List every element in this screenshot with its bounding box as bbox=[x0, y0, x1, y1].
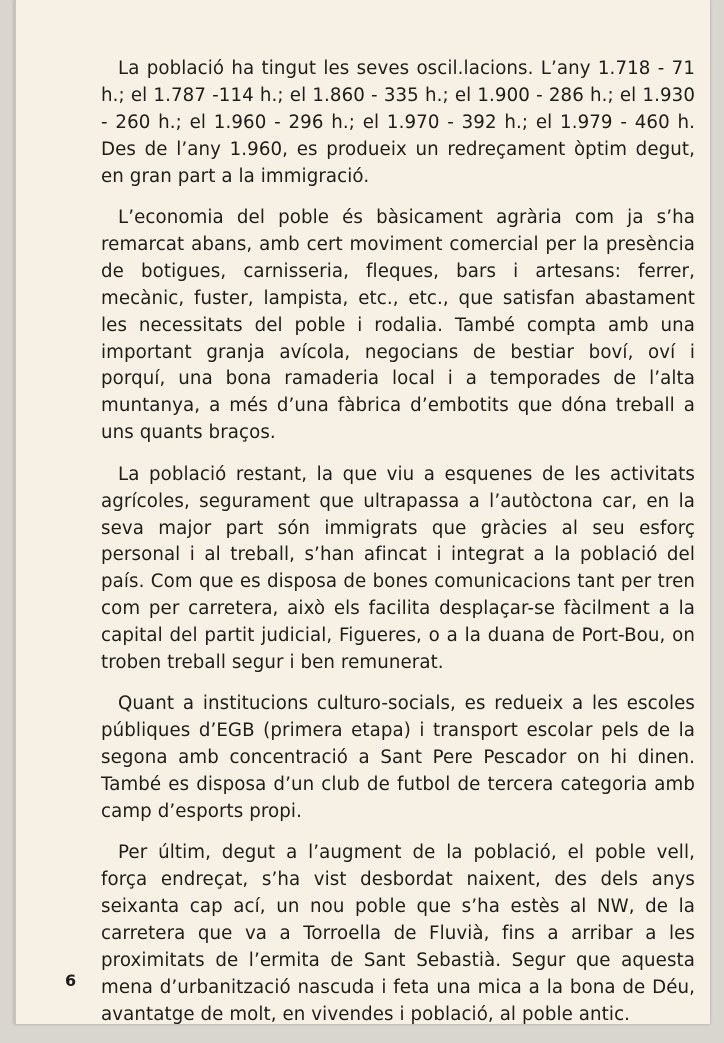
paragraph-immigration: La població restant, la que viu a esquenes de les activitats agrícoles, segurament que ultrapassa a l’autòctona car, en la seva major part són immigrats que gràcies al seu esforç personal i al treball, s’han afincat i integrat a la població del país. Com que es disposa de bones comunicacions tant per tren com per carretera, això els facilita desplaçar-se fàcilment a la capital del partit judicial, Figueres, o a la duana de Port-Bou, on troben treball segur i ben remunerat. bbox=[101, 463, 695, 674]
page-number: 6 bbox=[65, 971, 77, 990]
paragraph-institutions: Quant a institucions culturo-socials, es redueix a les escoles públiques d’EGB (primera etapa) i transport escolar pels de la segona amb concentració a Sant Pere Pescador on hi dinen. També es disposa d’un club de futbol de tercera categoria amb camp d’esports propi. bbox=[101, 693, 695, 823]
paragraph-economy: L’economia del poble és bàsicament agrària com ja s’ha remarcat abans, amb cert moviment comercial per la presència de botigues, carnisseria, fleques, bars i artesans: ferrer, mecànic, fuster, lampista, etc., etc., que satisfan abastament les necessitats del poble i rodalia. També compta amb una important granja avícola, negocians de bestiar boví, oví i porquí, una bona ramaderia local i a temporades de l’alta muntanya, a més d’una fàbrica d’embotits que dóna treball a uns quants braços. bbox=[101, 207, 695, 444]
paragraph-urbanization: Per últim, degut a l’augment de la població, el poble vell, força endreçat, s’ha vist desbordat naixent, des dels anys seixanta cap ací, un nou poble que s’ha estès al NW, de la carretera que va a Torroella de Fluvià, fins a arribar a les proximitats de l’ermita de Sant Sebastià. Segur que aquesta mena d’urbanització nascuda i feta una mica a la bona de Déu, avantatge de molt, en vivendes i població, al poble antic. bbox=[101, 842, 695, 1025]
paragraph-population: La població ha tingut les seves oscil.lacions. L’any 1.718 - 71 h.; el 1.787 -114 h.; el 1.860 - 335 h.; el 1.900 - 286 h.; el 1.930 - 260 h.; el 1.960 - 296 h.; el 1.970 - 392 h.; el 1.979 - 460 h. Des de l’any 1.960, es produeix un redreçament òptim degut, en gran part a la immigració. bbox=[101, 58, 695, 187]
body-text bbox=[101, 56, 695, 1043]
page-binding-edge bbox=[14, 0, 16, 1024]
